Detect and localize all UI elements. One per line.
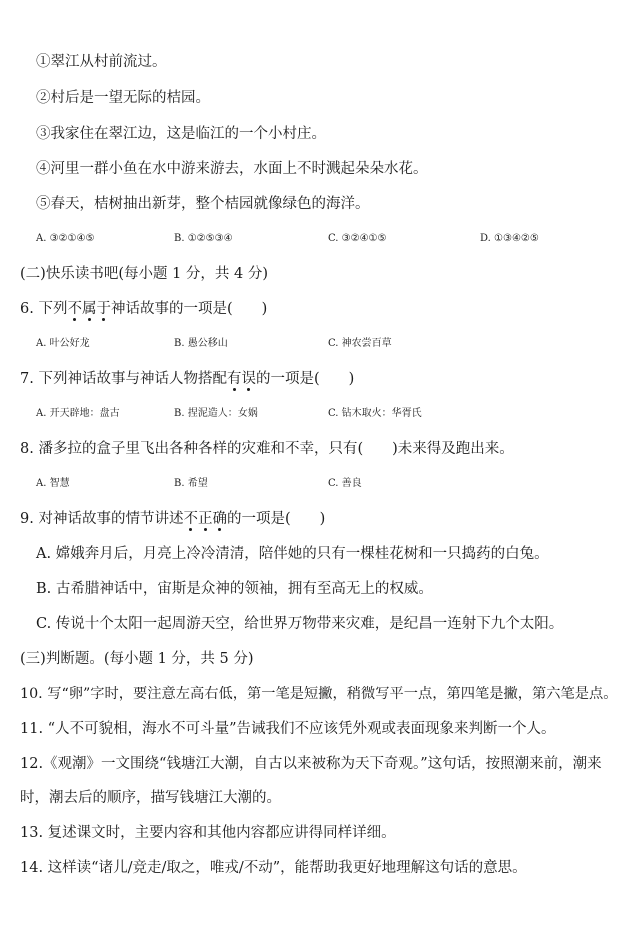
q7-option-c[interactable]: C. 钻木取火：华胥氏 <box>328 408 422 419</box>
q7-stem-pre: 7. 下列神话故事与神话人物搭配 <box>20 371 227 387</box>
order-item-2: ②村后是一望无际的桔园。 <box>36 90 210 106</box>
question-10: 10. 写“卵”字时，要注意左高右低，第一笔是短撇，稍微写平一点，第四笔是撇，第六笔是点。 <box>20 686 618 702</box>
q5-option-b[interactable]: B. ①②⑤③④ <box>174 233 233 244</box>
emphasis-char: 不 <box>67 301 82 317</box>
question-8: 8. 潘多拉的盒子里飞出各种各样的灾难和不幸，只有( )未来得及跑出来。 <box>20 441 514 457</box>
question-12-line-2: 时，潮去后的顺序，描写钱塘江大潮的。 <box>20 790 281 806</box>
q9-emphasis <box>183 511 227 527</box>
question-11: 11. “人不可貌相，海水不可斗量”告诫我们不应该凭外观或表面现象来判断一个人。 <box>20 721 556 737</box>
q8-option-c[interactable]: C. 善良 <box>328 478 362 489</box>
emphasis-char: 不 <box>183 511 198 527</box>
q8-option-a[interactable]: A. 智慧 <box>36 478 70 489</box>
question-12-line-1: 12.《观潮》一文围绕“钱塘江大潮，自古以来被称为天下奇观。”这句话，按照潮来前，潮来 <box>20 756 602 772</box>
q9-stem-post: 的一项是( ) <box>226 511 326 527</box>
question-14: 14. 这样读“诸儿/竞走/取之，唯戎/不动”，能帮助我更好地理解这句话的意思。 <box>20 860 527 876</box>
emphasis-char: 有 <box>226 371 242 387</box>
q7-options <box>0 404 632 424</box>
question-9 <box>20 509 325 529</box>
q5-option-a[interactable]: A. ③②①④⑤ <box>36 233 95 244</box>
emphasis-char: 确 <box>212 511 227 527</box>
question-7 <box>20 369 354 389</box>
order-item-4: ④河里一群小鱼在水中游来游去，水面上不时溅起朵朵水花。 <box>36 161 428 177</box>
order-item-5: ⑤春天，桔树抽出新芽，整个桔园就像绿色的海洋。 <box>36 196 370 212</box>
question-13: 13. 复述课文时，主要内容和其他内容都应讲得同样详细。 <box>20 825 396 841</box>
order-item-1: ①翠江从村前流过。 <box>36 54 167 70</box>
q8-options <box>0 474 632 494</box>
q6-options <box>0 334 632 354</box>
emphasis-char: 正 <box>197 511 213 527</box>
question-6 <box>20 299 267 319</box>
q9-stem-pre: 9. 对神话故事的情节讲述 <box>20 511 184 527</box>
q7-emphasis <box>227 371 256 387</box>
emphasis-char: 属 <box>81 301 97 317</box>
q9-option-a[interactable]: A. 嫦娥奔月后，月亮上冷冷清清，陪伴她的只有一棵桂花树和一只捣药的白兔。 <box>36 546 549 562</box>
q6-option-c[interactable]: C. 神农尝百草 <box>328 338 392 349</box>
q6-emphasis <box>67 301 111 317</box>
q5-option-c[interactable]: C. ③②④①⑤ <box>328 233 387 244</box>
section-3-title: (三)判断题。(每小题 1 分，共 5 分) <box>20 651 254 667</box>
q9-option-c[interactable]: C. 传说十个太阳一起周游天空，给世界万物带来灾难，是纪昌一连射下九个太阳。 <box>36 616 564 632</box>
q7-option-b[interactable]: B. 捏泥造人：女娲 <box>174 408 258 419</box>
q6-option-b[interactable]: B. 愚公移山 <box>174 338 228 349</box>
q5-option-d[interactable]: D. ①③④②⑤ <box>480 233 539 244</box>
q6-option-a[interactable]: A. 叶公好龙 <box>36 338 90 349</box>
q8-option-b[interactable]: B. 希望 <box>174 478 208 489</box>
emphasis-char: 于 <box>96 301 111 317</box>
q7-option-a[interactable]: A. 开天辟地：盘古 <box>36 408 120 419</box>
order-item-3: ③我家住在翠江边，这是临江的一个小村庄。 <box>36 126 326 142</box>
q7-stem-post: 的一项是( ) <box>255 371 355 387</box>
q6-stem-pre: 6. 下列 <box>20 301 68 317</box>
q6-stem-post: 神话故事的一项是( ) <box>110 301 268 317</box>
q5-options <box>0 229 632 249</box>
emphasis-char: 误 <box>241 371 256 387</box>
q9-option-b[interactable]: B. 古希腊神话中，宙斯是众神的领袖，拥有至高无上的权威。 <box>36 581 433 597</box>
section-2-title: (二)快乐读书吧(每小题 1 分，共 4 分) <box>20 266 269 282</box>
